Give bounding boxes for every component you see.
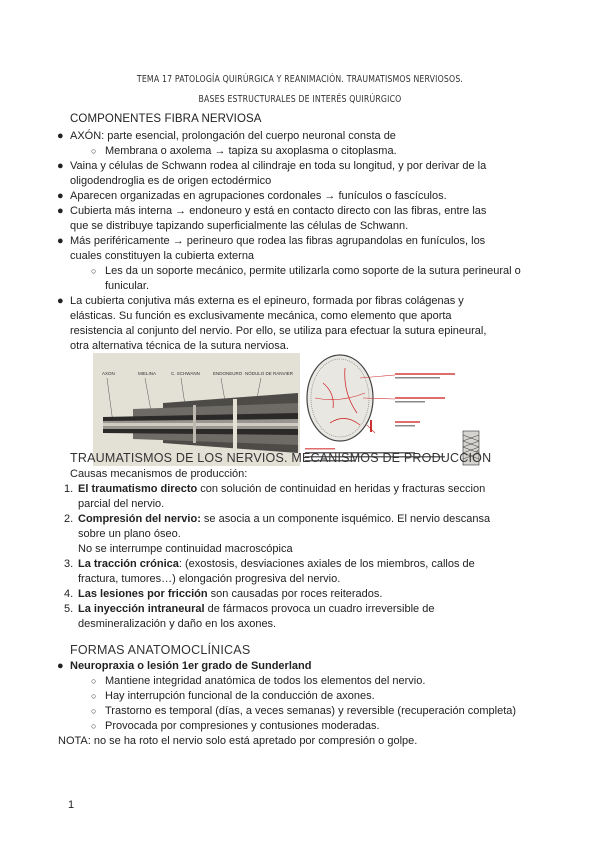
sub-bullet-trastorno: ○ Trastorno es temporal (días, a veces semanas) y reversible (recuperación completa) xyxy=(91,705,517,717)
bullet-dot-icon: ● xyxy=(57,130,64,142)
label-ranvier: NÓDULO DE RANVIER xyxy=(245,371,294,376)
circle-bullet-icon: ○ xyxy=(91,721,97,731)
bullet-epineuro: ● La cubierta conjutiva más externa es el epineuro, formada por fibras colágenas y elásticas. Su función es exclusivamente mecánica, como elemento que aporta resistencia al conjunto del nervio. Por ello, se utiliza para efectuar la sutura epineural, otra alternativa técnica de la sutura nerviosa. xyxy=(57,295,487,352)
list-item-compresion: 2. Compresión del nervio: se asocia a un componente isquémico. El nervio descansa sobre un plano óseo. No se interrumpe continuidad macroscópica xyxy=(64,513,491,555)
nota: NOTA: no se ha roto el nervio solo está apretado por compresión o golpe. xyxy=(58,735,418,747)
document-title-line2: BASES ESTRUCTURALES DE INTERÉS QUIRÚRGICO xyxy=(198,94,402,105)
section-heading-traumatismos: TRAUMATISMOS DE LOS NERVIOS. MECANISMOS DE PRODUCCIÓN xyxy=(70,451,492,465)
label-axon: AXON xyxy=(102,371,115,376)
bullet-dot-icon: ● xyxy=(57,235,64,247)
document-title-line1: TEMA 17 PATOLOGÍA QUIRÚRGICA Y REANIMACIÓN. TRAUMATISMOS NERVIOSOS. xyxy=(136,74,464,85)
list-item-inyeccion: 5. La inyección intraneural de fármacos provoca un cuadro irreversible de desmineralización y daño en los axones. xyxy=(64,603,435,630)
bullet-neuropraxia: ● Neuropraxia o lesión 1er grado de Sunderland xyxy=(57,660,312,672)
label-schwann: C. SCHWANN xyxy=(171,371,200,376)
nerve-cross-section-diagram xyxy=(305,353,505,466)
label-mielina: MIELINA xyxy=(138,371,157,376)
bullet-vaina: ● Vaina y células de Schwann rodea al cilindraje en toda su longitud, y por derivar de la oligodendroglia es de origen ectodérmico xyxy=(57,160,487,187)
list-item-traccion: 3. La tracción crónica: (exostosis, desviaciones axiales de los miembros, callos de fractura, tumores…) elongación progresiva del nervio. xyxy=(64,558,475,585)
label-endoneuro: ENDONEURO xyxy=(213,371,243,376)
circle-bullet-icon: ○ xyxy=(91,676,97,686)
bullet-dot-icon: ● xyxy=(57,660,64,672)
page-number: 1 xyxy=(68,799,75,811)
circle-bullet-icon: ○ xyxy=(91,146,97,156)
sub-bullet-axon: ○ Membrana o axolema → tapiza su axoplasma o citoplasma. xyxy=(91,145,397,157)
bullet-endoneuro: ● Cubierta más interna → endoneuro y está en contacto directo con las fibras, entre las que se distribuye tapizando superficialmente las células de Schwann. xyxy=(57,205,487,232)
bullet-dot-icon: ● xyxy=(57,160,64,172)
list-item-friccion: 4. Las lesiones por fricción son causadas por roces reiterados. xyxy=(64,588,383,600)
bullet-dot-icon: ● xyxy=(57,190,64,202)
traumatismos-intro: Causas mecanismos de producción: xyxy=(70,468,248,480)
bullet-perineuro: ● Más periféricamente → perineuro que rodea las fibras agrupandolas en funículos, los cuales constituyen la cubierta externa xyxy=(57,235,486,262)
section-heading-componentes: COMPONENTES FIBRA NERVIOSA xyxy=(70,113,262,125)
circle-bullet-icon: ○ xyxy=(91,691,97,701)
nerve-fiber-drawing xyxy=(93,353,300,466)
list-item-traumatismo-directo: 1. El traumatismo directo con solución de continuidad en heridas y fracturas seccion parcial del nervio. xyxy=(64,483,486,510)
bullet-axon: ● AXÓN: parte esencial, prolongación del cuerpo neuronal consta de xyxy=(57,130,396,142)
sub-bullet-interrupcion: ○ Hay interrupción funcional de la conducción de axones. xyxy=(91,690,375,702)
sub-bullet-provocada: ○ Provocada por compresiones y contusiones moderadas. xyxy=(91,720,380,732)
cross-section-drawing xyxy=(305,353,505,466)
circle-bullet-icon: ○ xyxy=(91,266,97,276)
section-heading-formas: FORMAS ANATOMOCLÍNICAS xyxy=(70,643,251,657)
bullet-dot-icon: ● xyxy=(57,295,64,307)
bullet-agrupaciones: ● Aparecen organizadas en agrupaciones cordonales → funículos o fascículos. xyxy=(57,190,447,202)
bullet-dot-icon: ● xyxy=(57,205,64,217)
sub-bullet-perineuro: ○ Les da un soporte mecánico, permite utilizarla como soporte de la sutura perineural o funicular. xyxy=(91,265,521,292)
sub-bullet-integridad: ○ Mantiene integridad anatómica de todos los elementos del nervio. xyxy=(91,675,426,687)
nerve-fiber-diagram xyxy=(93,353,300,466)
circle-bullet-icon: ○ xyxy=(91,706,97,716)
